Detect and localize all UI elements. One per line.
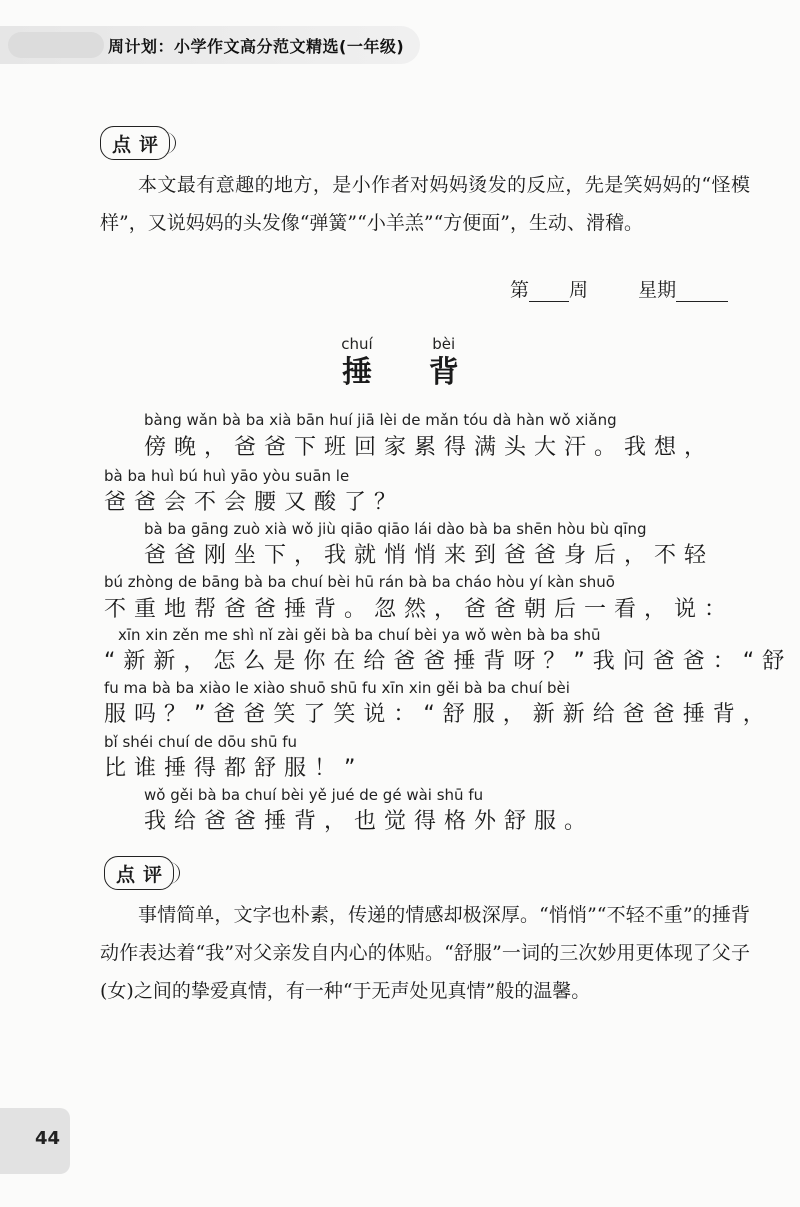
week-prefix: 第 xyxy=(510,279,530,301)
pinyin-line-1: bàng wǎn bà ba xià bān huí jiā lèi de mǎn tóu dà hàn wǒ xiǎng xyxy=(144,411,617,429)
story-line-7: 比谁捶得都舒服！” xyxy=(104,756,364,781)
story-line-1: 傍晚，爸爸下班回家累得满头大汗。我想， xyxy=(144,435,715,460)
pinyin-line-2: bà ba huì bú huì yāo yòu suān le xyxy=(104,467,350,485)
comment-badge: 点评 xyxy=(100,126,170,160)
comment-badge-2: 点评 xyxy=(104,856,174,890)
week-blank xyxy=(529,283,569,302)
pinyin-line-7: bǐ shéi chuí de dōu shū fu xyxy=(104,733,298,751)
title-pinyin-1: chuí xyxy=(341,335,373,353)
story-line-8: 我给爸爸捶背，也觉得格外舒服。 xyxy=(144,809,595,834)
title-han-1: 捶 xyxy=(342,355,372,390)
story-line-6: 服吗？”爸爸笑了笑说：“舒服，新新给爸爸捶背， xyxy=(104,702,773,727)
title-pinyin-2: bèi xyxy=(432,335,456,353)
page-number: 44 xyxy=(35,1128,61,1149)
title-char-1 xyxy=(341,334,372,392)
weekday-label: 星期 xyxy=(638,279,677,301)
week-suffix: 周 xyxy=(569,279,589,301)
weekday-blank xyxy=(676,283,728,302)
title-char-2 xyxy=(429,334,459,392)
comment-text-2: 事情简单，文字也朴素，传递的情感却极深厚。“悄悄”“不轻不重”的捶背动作表达着“我”对父亲发自内心的体贴。“舒服”一词的三次妙用更体现了父子(女)之间的挚爱真情，有一种“于无声处见真情”般的温馨。 xyxy=(100,904,750,1002)
comment-text: 本文最有意趣的地方，是小作者对妈妈烫发的反应，先是笑妈妈的“怪模样”，又说妈妈的头发像“弹簧”“小羊羔”“方便面”，生动、滑稽。 xyxy=(100,174,750,234)
pinyin-line-8: wǒ gěi bà ba chuí bèi yě jué de gé wài shū fu xyxy=(144,786,484,804)
story-line-3: 爸爸刚坐下，我就悄悄来到爸爸身后，不轻 xyxy=(144,543,715,568)
story-title xyxy=(0,334,800,392)
story-line-4: 不重地帮爸爸捶背。忽然，爸爸朝后一看，说： xyxy=(104,597,735,622)
pinyin-line-4: bú zhòng de bāng bà ba chuí bèi hū rán bà ba cháo hòu yí kàn shuō xyxy=(104,573,615,591)
pinyin-line-6: fu ma bà ba xiào le xiào shuō shū fu xīn xin gěi bà ba chuí bèi xyxy=(104,679,570,697)
story-line-5: “新新，怎么是你在给爸爸捶背呀？”我问爸爸：“舒 xyxy=(104,649,793,674)
pinyin-line-3: bà ba gāng zuò xià wǒ jiù qiāo qiāo lái dào bà ba shēn hòu bù qīng xyxy=(144,520,647,538)
header-title: 周计划：小学作文高分范文精选(一年级) xyxy=(108,37,405,56)
pinyin-line-5: xīn xin zěn me shì nǐ zài gěi bà ba chuí bèi ya wǒ wèn bà ba shū xyxy=(118,626,601,644)
title-han-2: 背 xyxy=(428,355,459,390)
story-line-2: 爸爸会不会腰又酸了？ xyxy=(104,490,405,515)
schedule-line xyxy=(510,275,728,302)
